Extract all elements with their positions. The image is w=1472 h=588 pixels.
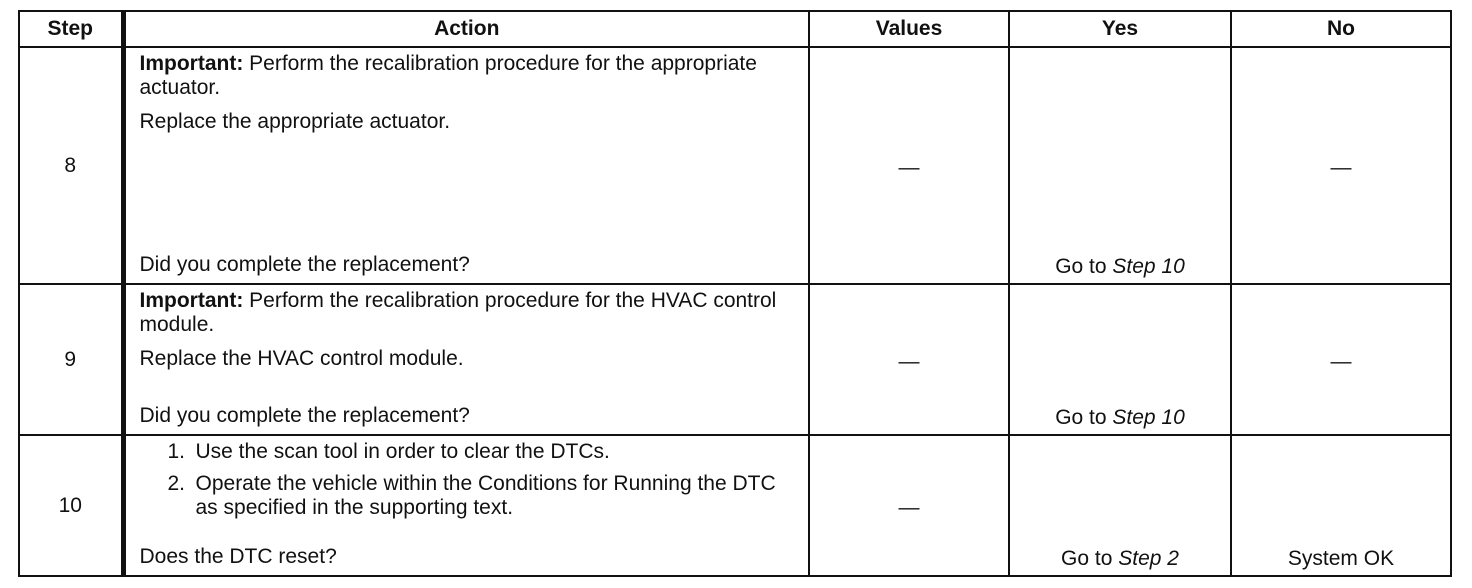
yes-cell xyxy=(1009,284,1231,435)
list-item-text: Operate the vehicle within the Conditions for Running the DTC as specified in the supporting text. xyxy=(195,472,776,520)
no-cell xyxy=(1231,47,1451,284)
yes-step-link[interactable]: Step 10 xyxy=(1112,255,1185,279)
yes-prefix: Go to xyxy=(1055,406,1113,430)
values-cell xyxy=(809,435,1009,576)
yes-cell xyxy=(1009,47,1231,284)
yes-prefix: Go to xyxy=(1061,547,1119,570)
header-no: No xyxy=(1231,11,1451,47)
list-item-number: 2. xyxy=(167,472,186,496)
no-dash: — xyxy=(1330,155,1352,179)
important-note xyxy=(140,52,795,100)
important-text: Perform the recalibration procedure for the appropriate actuator. xyxy=(139,52,757,99)
values-dash: — xyxy=(898,155,920,179)
header-values: Values xyxy=(809,11,1009,47)
values-cell xyxy=(809,284,1009,435)
values-dash: — xyxy=(898,495,920,519)
values-cell xyxy=(809,47,1009,284)
no-cell xyxy=(1231,284,1451,435)
important-text: Perform the recalibration procedure for the HVAC control module. xyxy=(139,289,777,337)
important-note xyxy=(140,289,795,337)
yes-step-link[interactable]: Step 10 xyxy=(1112,406,1185,430)
header-row xyxy=(19,11,1451,47)
table-row xyxy=(19,284,1451,435)
step-number: 8 xyxy=(19,47,123,284)
list-item-number: 1. xyxy=(167,440,186,464)
diagnostic-table xyxy=(18,10,1452,577)
question-text: Did you complete the replacement? xyxy=(139,253,470,277)
action-cell xyxy=(123,284,809,435)
yes-cell xyxy=(1009,435,1231,576)
header-yes: Yes xyxy=(1009,11,1231,47)
table-row xyxy=(19,435,1451,576)
instruction-text: Replace the HVAC control module. xyxy=(139,347,464,371)
header-step: Step xyxy=(19,11,123,47)
header-action: Action xyxy=(123,11,809,47)
procedure-list xyxy=(140,440,795,528)
no-cell: System OK xyxy=(1231,435,1451,576)
important-label: Important: xyxy=(139,52,244,75)
step-number: 9 xyxy=(19,284,123,435)
list-item-text: Use the scan tool in order to clear the DTCs. xyxy=(195,440,610,464)
question-text: Does the DTC reset? xyxy=(139,545,337,568)
values-dash: — xyxy=(898,349,920,373)
action-cell xyxy=(123,47,809,284)
no-dash: — xyxy=(1330,349,1352,373)
question-text: Did you complete the replacement? xyxy=(139,404,470,428)
list-item xyxy=(140,472,795,520)
action-cell xyxy=(123,435,809,576)
table-row xyxy=(19,47,1451,284)
important-label: Important: xyxy=(139,289,244,313)
yes-step-link[interactable]: Step 2 xyxy=(1118,547,1179,570)
list-item xyxy=(140,440,795,464)
step-number: 10 xyxy=(19,435,123,576)
yes-prefix: Go to xyxy=(1055,255,1113,279)
instruction-text: Replace the appropriate actuator. xyxy=(139,110,451,133)
